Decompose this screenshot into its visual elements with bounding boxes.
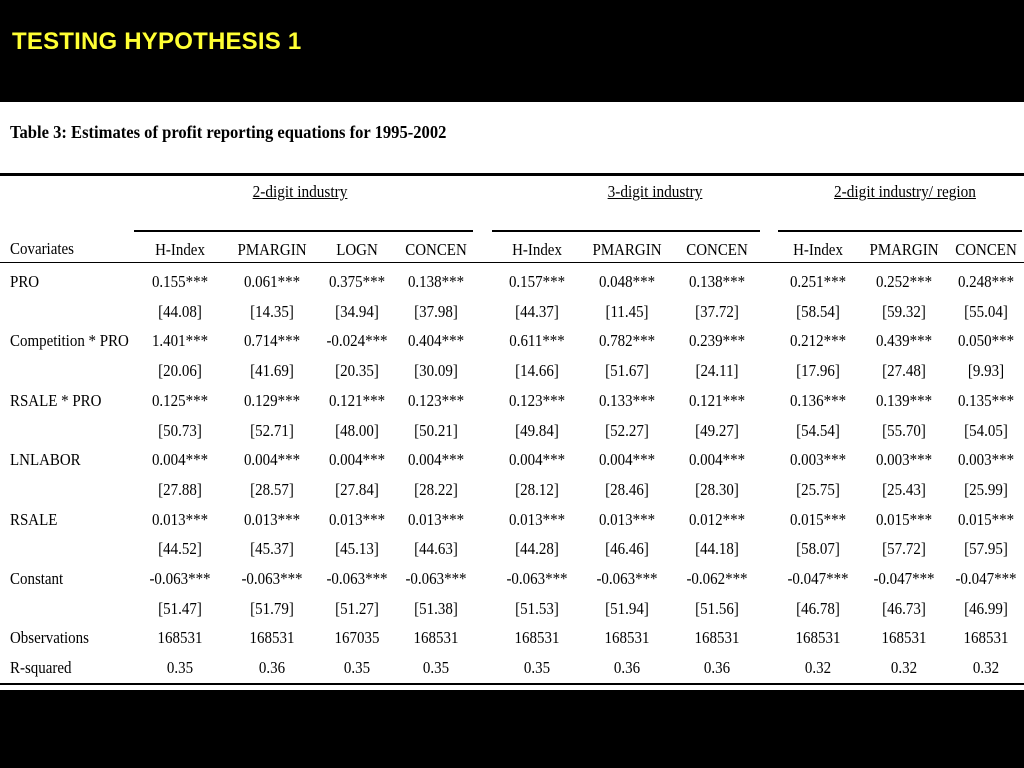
table-cell: -0.063*** (326, 569, 388, 588)
table-cell: 0.32 (890, 658, 918, 678)
table-cell: -0.063*** (149, 569, 211, 588)
table-cell: 0.003*** (789, 450, 847, 470)
table-cell: [11.45] (605, 301, 649, 321)
table-cell: [20.35] (335, 361, 379, 381)
table-cell: [46.46] (605, 539, 649, 559)
row-label: Competition * PRO (10, 331, 129, 351)
table-cell: 0.121*** (688, 390, 746, 410)
table-cell: -0.047*** (787, 569, 849, 588)
table-cell: [58.54] (796, 301, 840, 321)
table-cell: 0.121*** (328, 390, 386, 410)
table-cell: [25.99] (964, 479, 1008, 499)
table-cell: -0.063*** (241, 569, 303, 588)
table-cell: 0.251*** (789, 272, 847, 291)
table-cell: 0.439*** (875, 331, 933, 351)
table-cell: [17.96] (796, 361, 840, 381)
table-cell: [57.72] (882, 539, 926, 559)
table-cell: 0.133*** (598, 390, 656, 410)
table-cell: [51.38] (414, 598, 458, 618)
table-cell: 0.138*** (407, 272, 465, 291)
table-cell: [45.37] (250, 539, 294, 559)
table-cell: 168531 (604, 628, 650, 648)
table-cell: 0.611*** (509, 331, 565, 351)
table-cell: 168531 (795, 628, 841, 648)
table-cell: 0.061*** (243, 272, 301, 291)
column-header: H-Index (155, 240, 205, 259)
table-cell: [50.73] (158, 420, 202, 440)
table-cell: -0.063*** (405, 569, 467, 588)
table-cell: 0.013*** (407, 509, 465, 529)
table-cell: 0.714*** (243, 331, 301, 351)
table-cell: [46.73] (882, 598, 926, 618)
table-cell: 0.015*** (875, 509, 933, 529)
table-cell: [34.94] (335, 301, 379, 321)
table-cell: [44.52] (158, 539, 202, 559)
table-cell: 168531 (413, 628, 459, 648)
slide-title: TESTING HYPOTHESIS 1 (12, 28, 302, 55)
table-cell: 0.138*** (688, 272, 746, 291)
table-cell: [30.09] (414, 361, 458, 381)
table-cell: [54.54] (796, 420, 840, 440)
table-cell: 0.139*** (875, 390, 933, 410)
group-rule-2digit (134, 230, 473, 232)
table-cell: 0.004*** (243, 450, 301, 470)
row-label: RSALE * PRO (10, 390, 102, 410)
table-cell: [51.47] (158, 598, 202, 618)
table-cell: [28.12] (515, 479, 559, 499)
table-cell: [27.84] (335, 479, 379, 499)
table-cell: 0.36 (613, 658, 641, 678)
table-cell: [14.66] (515, 361, 559, 381)
table-cell: [55.70] (882, 420, 926, 440)
table-cell: 167035 (334, 628, 380, 648)
table-cell: [46.99] (964, 598, 1008, 618)
table-cell: [51.79] (250, 598, 294, 618)
table-cell: -0.062*** (686, 569, 748, 588)
table-cell: [54.05] (964, 420, 1008, 440)
table-cell: 0.32 (972, 658, 1000, 678)
table-cell: 0.212*** (789, 331, 847, 351)
table-cell: [37.72] (695, 301, 739, 321)
table-cell: [28.46] (605, 479, 649, 499)
table-cell: 0.004*** (328, 450, 386, 470)
table-cell: 0.136*** (789, 390, 847, 410)
table-cell: 0.129*** (243, 390, 301, 410)
table-cell: [45.13] (335, 539, 379, 559)
row-label: PRO (10, 272, 40, 291)
row-label: RSALE (10, 509, 58, 529)
table-cell: [44.28] (515, 539, 559, 559)
table-cell: [41.69] (250, 361, 294, 381)
table-cell: -0.063*** (596, 569, 658, 588)
row-label: Constant (10, 569, 64, 588)
header-rule (0, 262, 1024, 263)
table-cell: 0.013*** (151, 509, 209, 529)
table-cell: [44.18] (695, 539, 739, 559)
table-cell: -0.024*** (326, 331, 388, 351)
table-cell: [25.43] (882, 479, 926, 499)
table-cell: [37.98] (414, 301, 458, 321)
table-cell: [44.37] (515, 301, 559, 321)
table-cell: 0.003*** (875, 450, 933, 470)
row-label: Observations (10, 628, 89, 648)
table-cell: [50.21] (414, 420, 458, 440)
table-cell: 0.015*** (957, 509, 1015, 529)
table-cell: 0.013*** (328, 509, 386, 529)
table-cell: 0.013*** (598, 509, 656, 529)
group-header-region: 2-digit industry/ region (834, 182, 976, 201)
table-cell: 0.35 (422, 658, 450, 678)
table-cell: -0.063*** (506, 569, 568, 588)
table-cell: 0.125*** (151, 390, 209, 410)
table-cell: [28.57] (250, 479, 294, 499)
table-cell: [28.22] (414, 479, 458, 499)
table-cell: 0.004*** (151, 450, 209, 470)
table-cell: 0.248*** (957, 272, 1015, 291)
table-cell: 0.048*** (598, 272, 656, 291)
table-cell: 0.35 (343, 658, 371, 678)
table-cell: 168531 (963, 628, 1009, 648)
table-cell: 0.32 (804, 658, 832, 678)
table-cell: [44.08] (158, 301, 202, 321)
table-cell: 0.012*** (688, 509, 746, 529)
bottom-rule (0, 683, 1024, 685)
group-rule-3digit (492, 230, 760, 232)
table-cell: 0.404*** (407, 331, 465, 351)
table-cell: 0.157*** (508, 272, 566, 291)
table-cell: [27.48] (882, 361, 926, 381)
row-label: LNLABOR (10, 450, 81, 470)
table-cell: [51.94] (605, 598, 649, 618)
table-cell: 0.36 (258, 658, 286, 678)
table-cell: 0.050*** (957, 331, 1015, 351)
table-cell: [20.06] (158, 361, 202, 381)
table-cell: [44.63] (414, 539, 458, 559)
table-cell: [25.75] (796, 479, 840, 499)
column-header: LOGN (336, 240, 378, 259)
column-header: CONCEN (405, 240, 467, 259)
column-header: PMARGIN (592, 240, 662, 259)
table-cell: 1.401*** (151, 331, 209, 351)
table-cell: 0.004*** (688, 450, 746, 470)
table-cell: 0.004*** (407, 450, 465, 470)
covariates-header: Covariates (10, 239, 74, 258)
table-cell: [51.56] (695, 598, 739, 618)
table-cell: [14.35] (250, 301, 294, 321)
group-header-3digit: 3-digit industry (607, 182, 703, 201)
table-cell: -0.047*** (873, 569, 935, 588)
table-cell: 0.36 (703, 658, 731, 678)
column-header: PMARGIN (869, 240, 939, 259)
group-header-2digit: 2-digit industry (252, 182, 348, 201)
group-rule-region (778, 230, 1022, 232)
column-header: H-Index (512, 240, 562, 259)
table-cell: [52.71] (250, 420, 294, 440)
table-cell: [24.11] (695, 361, 739, 381)
top-rule (0, 173, 1024, 176)
table-cell: [49.27] (695, 420, 739, 440)
table-cell: 0.013*** (508, 509, 566, 529)
table-cell: [49.84] (515, 420, 559, 440)
table-cell: 0.003*** (957, 450, 1015, 470)
table-cell: [52.27] (605, 420, 649, 440)
table-cell: 0.123*** (508, 390, 566, 410)
column-header: H-Index (793, 240, 843, 259)
table-cell: 168531 (694, 628, 740, 648)
table-cell: [51.53] (515, 598, 559, 618)
table-cell: [48.00] (335, 420, 379, 440)
table-cell: 0.35 (523, 658, 551, 678)
table-cell: 168531 (514, 628, 560, 648)
table-cell: 0.015*** (789, 509, 847, 529)
table-cell: [58.07] (796, 539, 840, 559)
table-cell: 0.004*** (598, 450, 656, 470)
table-caption: Table 3: Estimates of profit reporting equations for 1995-2002 (10, 122, 447, 142)
table-cell: 0.155*** (151, 272, 209, 291)
table-cell: [51.67] (605, 361, 649, 381)
table-cell: [9.93] (967, 361, 1005, 381)
table-cell: -0.047*** (955, 569, 1017, 588)
table-cell: 0.35 (166, 658, 194, 678)
table-cell: 0.123*** (407, 390, 465, 410)
row-label: R-squared (10, 658, 72, 678)
table-cell: 0.239*** (688, 331, 746, 351)
table-cell: 0.135*** (957, 390, 1015, 410)
table-cell: [27.88] (158, 479, 202, 499)
table-panel (0, 102, 1024, 690)
column-header: PMARGIN (237, 240, 307, 259)
table-cell: 168531 (881, 628, 927, 648)
table-cell: [28.30] (695, 479, 739, 499)
table-cell: 0.375*** (328, 272, 386, 291)
table-cell: [55.04] (964, 301, 1008, 321)
column-header: CONCEN (686, 240, 748, 259)
table-cell: 168531 (157, 628, 203, 648)
table-cell: 0.004*** (508, 450, 566, 470)
table-cell: 0.782*** (598, 331, 656, 351)
table-cell: 168531 (249, 628, 295, 648)
table-cell: 0.252*** (875, 272, 933, 291)
table-cell: 0.013*** (243, 509, 301, 529)
table-cell: [51.27] (335, 598, 379, 618)
table-cell: [59.32] (882, 301, 926, 321)
table-cell: [46.78] (796, 598, 840, 618)
column-header: CONCEN (955, 240, 1017, 259)
table-cell: [57.95] (964, 539, 1008, 559)
